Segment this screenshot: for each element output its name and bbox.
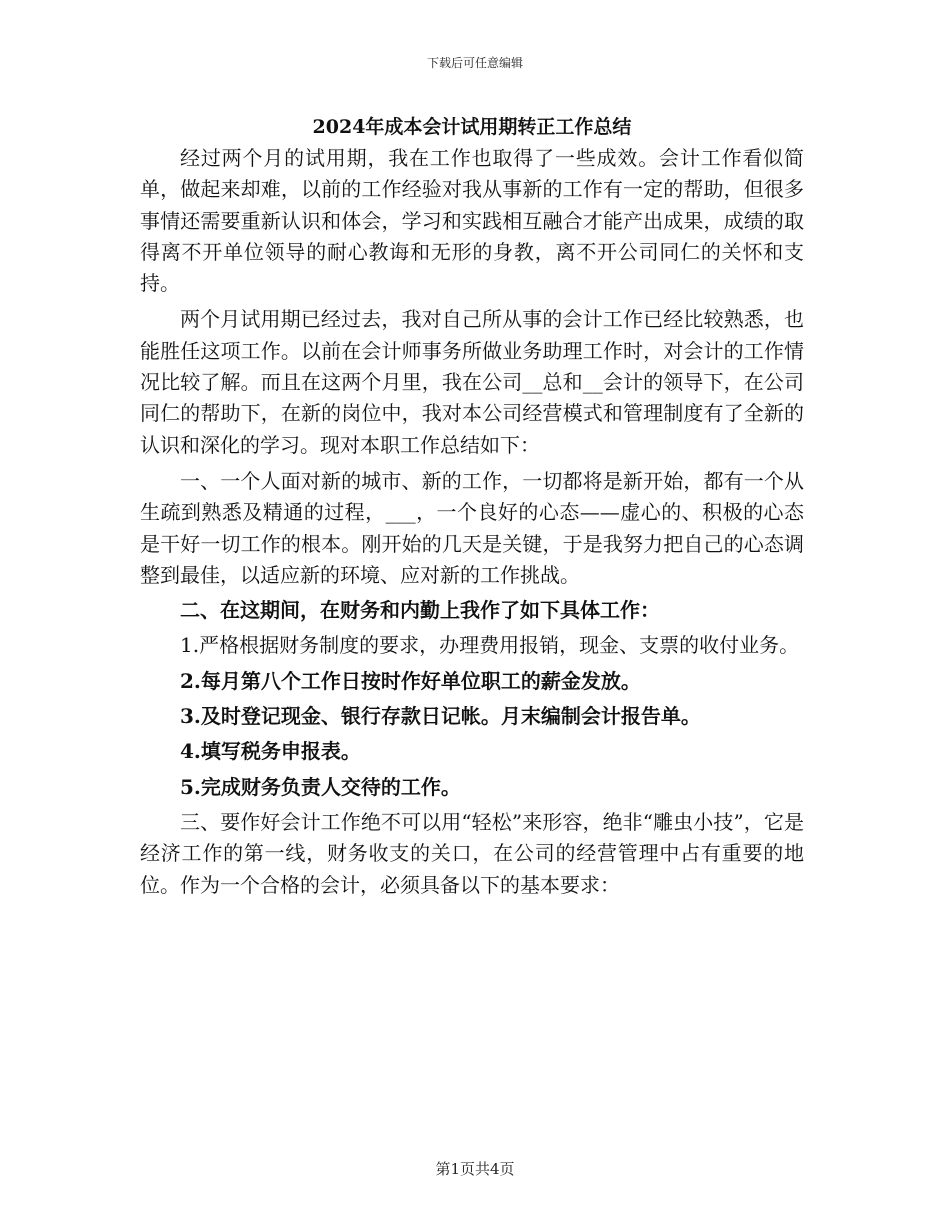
paragraph-section-3: 三、要作好会计工作绝不可以用“轻松”来形容，绝非“雕虫小技”，它是经济工作的第一线，财务收支的关口，在公司的经营管理中占有重要的地位。作为一个合格的会计，必须具备以下的基本要求： — [140, 809, 804, 897]
page-number: 第1页共4页 — [435, 1160, 515, 1178]
list-item-2: 2.每月第八个工作日按时作好单位职工的薪金发放。 — [180, 668, 641, 693]
paragraph-review: 两个月试用期已经过去，我对自己所从事的会计工作已经比较熟悉，也能胜任这项工作。以前在会计师事务所做业务助理工作时，对会计的工作情况比较了解。而且在这两个月里，我在公司__总和__会计的领导下，在公司同仁的帮助下，在新的岗位中，我对本公司经营模式和管理制度有了全新的认识和深化的学习。现对本职工作总结如下： — [140, 307, 804, 457]
document-title: 2024年成本会计试用期转正工作总结 — [312, 116, 632, 138]
list-item-1: 1.严格根据财务制度的要求，办理费用报销，现金、支票的收付业务。 — [180, 633, 800, 658]
paragraph-intro: 经过两个月的试用期，我在工作也取得了一些成效。会计工作看似简单，做起来却难，以前的工作经验对我从事新的工作有一定的帮助，但很多事情还需要重新认识和体会，学习和实践相互融合才能产出成果，成绩的取得离不开单位领导的耐心教诲和无形的身教，离不开公司同仁的关怀和支持。 — [140, 146, 804, 296]
list-item-4: 4.填写税务申报表。 — [180, 739, 361, 764]
header-note: 下载后可任意编辑 — [426, 56, 523, 70]
document-body — [140, 112, 804, 901]
paragraph-section-2-heading: 二、在这期间，在财务和内勤上我作了如下具体工作： — [180, 598, 660, 623]
list-item-5: 5.完成财务负责人交待的工作。 — [180, 774, 461, 799]
list-item-3: 3.及时登记现金、银行存款日记帐。月末编制会计报告单。 — [180, 704, 701, 729]
paragraph-section-1: 一、一个人面对新的城市、新的工作，一切都将是新开始，都有一个从生疏到熟悉及精通的过程，___，一个良好的心态——虚心的、积极的心态是干好一切工作的根本。刚开始的几天是关键，于是我努力把自己的心态调整到最佳，以适应新的环境、应对新的工作挑战。 — [140, 468, 804, 587]
